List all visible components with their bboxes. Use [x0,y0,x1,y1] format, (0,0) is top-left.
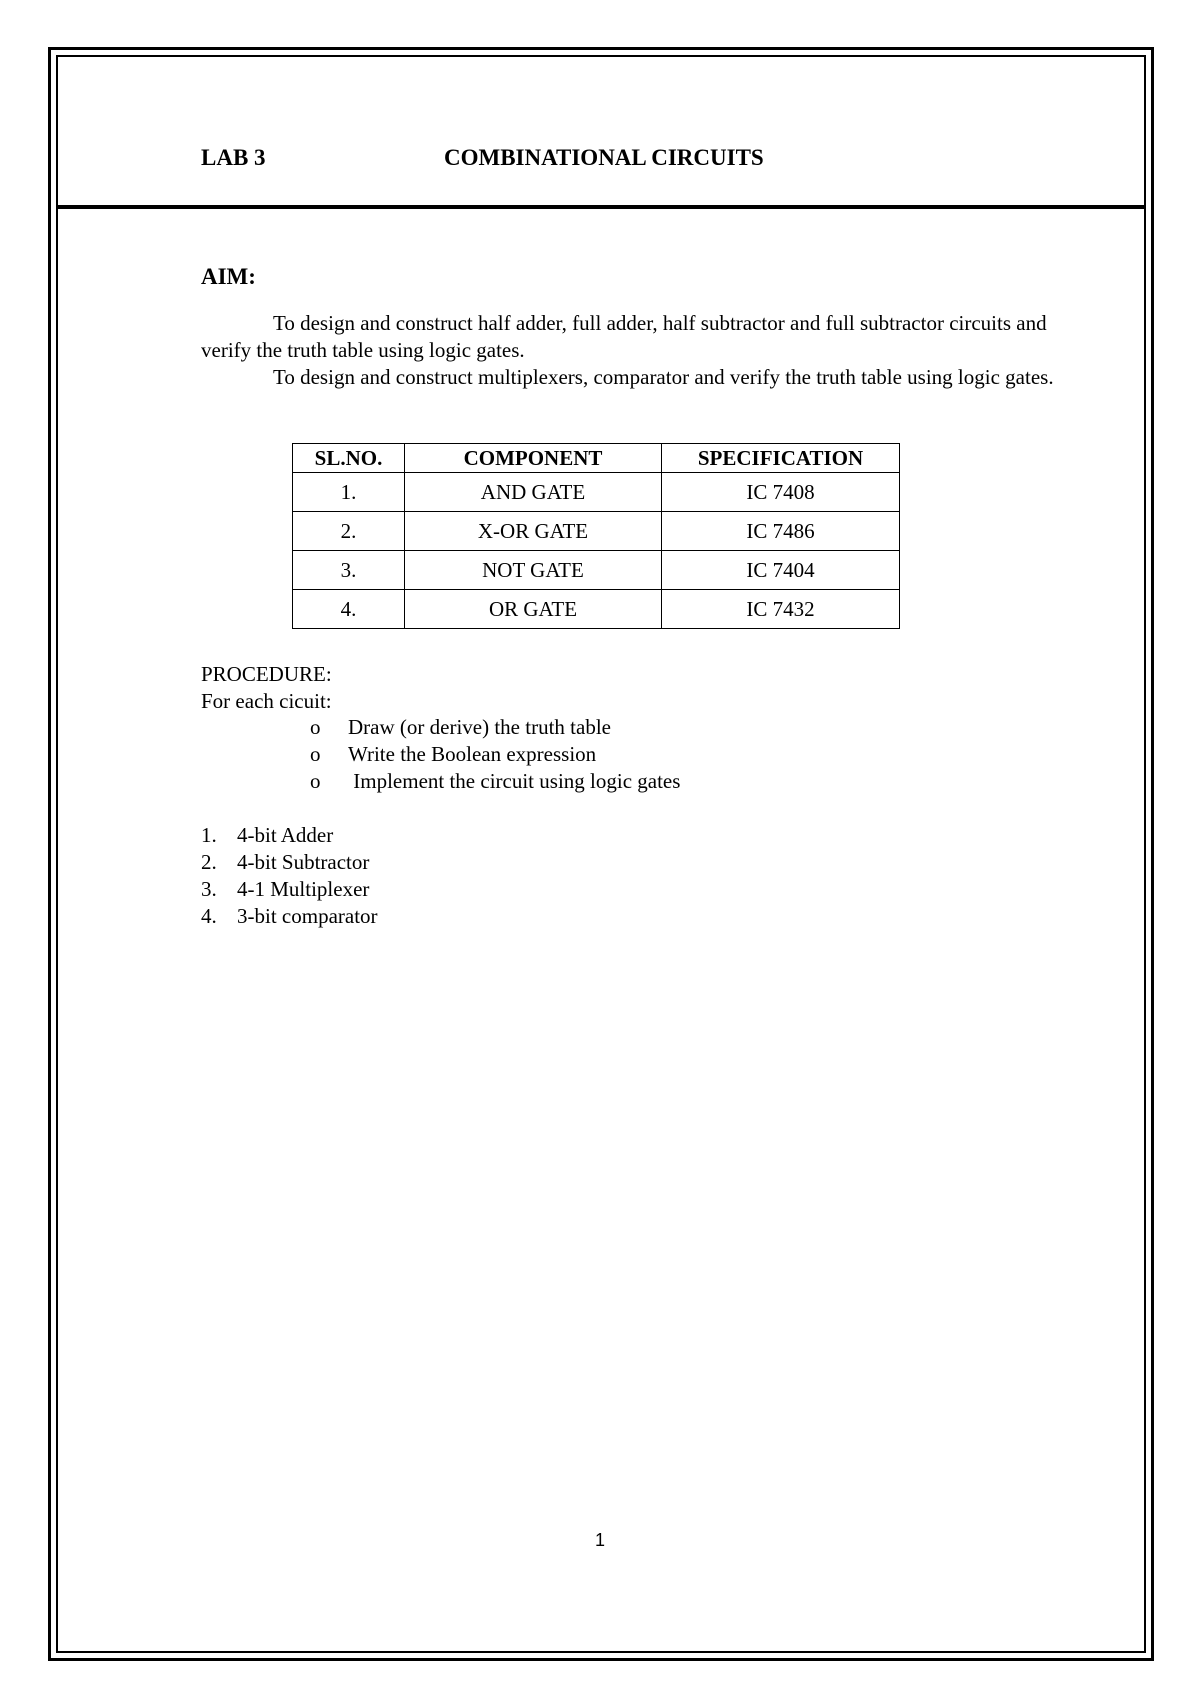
aim-heading: AIM: [201,264,256,289]
list-item [310,741,680,768]
lab-number: LAB 3 [201,145,266,170]
task-label: 4-1 Multiplexer [237,877,370,901]
cell-component: OR GATE [405,590,662,629]
table-row [293,590,900,629]
step-text: Write the Boolean expression [348,742,597,766]
cell-sl-no: 4. [293,590,405,629]
table-row [293,473,900,512]
cell-sl-no: 2. [293,512,405,551]
bullet-icon: o [310,715,321,739]
table-row [293,551,900,590]
cell-component: X-OR GATE [405,512,662,551]
procedure-heading: PROCEDURE: [201,662,332,686]
components-table [292,443,900,629]
procedure-steps [310,714,680,795]
table-header-row [293,444,900,473]
cell-specification: IC 7404 [662,551,900,590]
list-item [201,849,378,876]
aim-paragraph-1 [201,310,1061,364]
task-label: 4-bit Subtractor [237,850,370,874]
list-item [201,903,378,930]
list-item [310,768,680,795]
task-number: 1. [201,823,217,847]
page-number: 1 [594,1530,605,1550]
task-number: 2. [201,850,217,874]
list-item [310,714,680,741]
cell-specification: IC 7432 [662,590,900,629]
aim-paragraph-1-text: To design and construct half adder, full adder, half subtractor and full subtractor circuits and verify the truth table using logic gates. [201,311,1047,362]
bullet-icon: o [310,769,321,793]
list-item [201,822,378,849]
task-list [201,822,378,930]
step-text: Implement the circuit using logic gates [348,769,681,793]
header-sl-no: SL.NO. [293,444,405,473]
table-row [293,512,900,551]
lab-title: COMBINATIONAL CIRCUITS [444,145,764,170]
cell-component: AND GATE [405,473,662,512]
list-item [201,876,378,903]
procedure-intro: For each cicuit: [201,689,332,713]
task-number: 4. [201,904,217,928]
task-label: 3-bit comparator [237,904,378,928]
bullet-icon: o [310,742,321,766]
cell-specification: IC 7486 [662,512,900,551]
aim-paragraph-2-text: To design and construct multiplexers, comparator and verify the truth table using logic gates. [273,365,1054,389]
aim-paragraph-2 [201,364,1061,391]
header-divider [56,205,1146,209]
task-number: 3. [201,877,217,901]
cell-specification: IC 7408 [662,473,900,512]
task-label: 4-bit Adder [237,823,334,847]
header-component: COMPONENT [405,444,662,473]
header-specification: SPECIFICATION [662,444,900,473]
step-text: Draw (or derive) the truth table [348,715,611,739]
cell-sl-no: 1. [293,473,405,512]
cell-sl-no: 3. [293,551,405,590]
cell-component: NOT GATE [405,551,662,590]
